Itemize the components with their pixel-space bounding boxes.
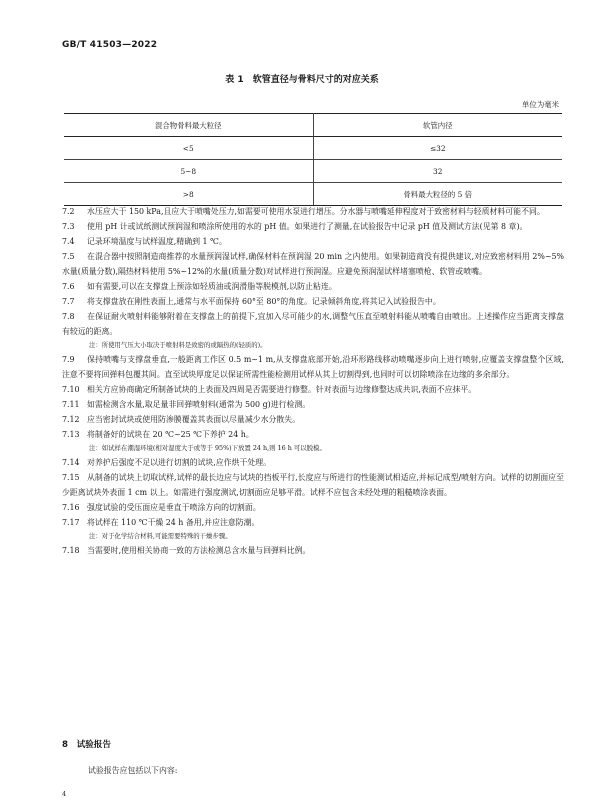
page-number: 4 xyxy=(62,790,67,798)
clause-text: 强度试验的受压面应是垂直于喷涂方向的切割面。 xyxy=(87,503,261,512)
table-row xyxy=(64,160,562,183)
clause-text: 在混合器中按照制造商推荐的水量预润湿试样,确保材料在预润湿 20 min 之内使用。如果制造商没有提供建议,对应致密材料用 2%~5%水量(质量分数),隔热材料使用 5%~12%的水量(质量分数)对试样进行预润湿。应避免预润湿试样堵塞喷枪、软管或喷嘴。 xyxy=(62,252,564,276)
clause-text: 如需检测含水量,取足量非回弹喷射料(通常为 500 g)进行检测。 xyxy=(87,400,311,409)
clause-7-12 xyxy=(62,412,564,427)
note-7-8: 注：所使用气压大小取决于喷射料是致密的或隔热的(轻质的)。 xyxy=(89,341,267,349)
clause-7-9 xyxy=(62,352,564,382)
table-row xyxy=(64,137,562,160)
clause-text: 保持喷嘴与支撑盘垂直,一般距离工作区 0.5 m~1 m,从支撑盘底部开始,沿环形路线移动喷嘴逐步向上进行喷射,应覆盖支撑盘整个区域,注意不要将回弹料包覆其间。直至试块厚度足以保证所需性能检测用试样从其上切割得到,也同时可以切除喷涂在边缘的多余部分。 xyxy=(62,355,564,379)
clause-text: 相关方应协商确定所制备试块的上表面及四周是否需要进行修整。针对表面与边缘修整达成共识,表面不应抹平。 xyxy=(87,385,477,394)
unit-note: 单位为毫米 xyxy=(522,100,559,109)
table-title: 表 1 软管直径与骨料尺寸的对应关系 xyxy=(225,75,379,85)
clause-text: 应当密封试块或使用防渗膜覆盖其表面以尽量减少水分散失。 xyxy=(87,415,301,424)
clause-text: 从制备的试块上切取试样,试样的最长边应与试块的挡板平行,长度应与所进行的性能测试相适应,并标记成型/喷射方向。试样的切割面应至少距离试块外表面 1 cm 以上。如需进行强度测试,切割面应足够平滑。试样不应包含未经处理的粗糙喷涂表面。 xyxy=(62,473,564,497)
note-7-13: 注：如试样在潮湿环境(相对湿度大于或等于 95%)下放置 24 h,则 16 h 可以脱模。 xyxy=(89,444,326,452)
clause-number: 7.5 xyxy=(62,252,75,261)
clause-text: 在保证耐火喷射料能够附着在支撑盘上的前提下,宜加入尽可能少的水,调整气压直至喷射料能从喷嘴自由喷出。上述操作应当距离支撑盘有较远的距离。 xyxy=(62,312,564,336)
clause-number: 7.15 xyxy=(62,473,80,482)
body-text xyxy=(62,204,564,558)
clause-number: 7.13 xyxy=(62,430,80,439)
clause-number: 7.7 xyxy=(62,297,75,306)
clause-number: 7.16 xyxy=(62,503,80,512)
table-cell: 5~8 xyxy=(64,160,313,183)
clause-number: 7.11 xyxy=(62,400,80,409)
dimension-table xyxy=(64,113,562,206)
clause-text: 记录环境温度与试样温度,精确到 1 ℃。 xyxy=(87,237,227,246)
clause-text: 对养护后强度不足以进行切割的试块,应作烘干处理。 xyxy=(87,458,271,467)
table-cell: 32 xyxy=(313,160,562,183)
clause-7-15 xyxy=(62,470,564,500)
clause-7-8 xyxy=(62,309,564,339)
note-7-17: 注：对于化学结合材料,可能需要特殊的干燥步骤。 xyxy=(89,532,232,540)
clause-7-17 xyxy=(62,515,564,530)
section-intro: 试验报告应包括以下内容: xyxy=(88,766,178,775)
clause-number: 7.14 xyxy=(62,458,80,467)
clause-7-7 xyxy=(62,294,564,309)
clause-7-16 xyxy=(62,500,564,515)
table-header-row xyxy=(64,114,562,137)
clause-number: 7.3 xyxy=(62,222,75,231)
clause-text: 当需要时,使用相关协商一致的方法检测总含水量与回弹料比例。 xyxy=(87,546,311,555)
standard-code: GB/T 41503—2022 xyxy=(62,40,158,50)
clause-7-5 xyxy=(62,249,564,279)
column-header: 软管内径 xyxy=(422,120,453,130)
clause-number: 7.17 xyxy=(62,518,80,527)
table-cell: ≤32 xyxy=(313,137,562,160)
clause-7-3 xyxy=(62,219,564,234)
clause-7-10 xyxy=(62,382,564,397)
clause-number: 7.6 xyxy=(62,282,75,291)
section-heading: 8 试验报告 xyxy=(62,740,111,750)
table-cell: 骨料最大粒径的 5 倍 xyxy=(313,183,562,206)
clause-number: 7.10 xyxy=(62,385,80,394)
clause-number: 7.4 xyxy=(62,237,75,246)
clause-7-13 xyxy=(62,427,564,442)
clause-number: 7.12 xyxy=(62,415,80,424)
clause-number: 7.9 xyxy=(62,355,75,364)
clause-number: 7.2 xyxy=(62,207,75,216)
column-header: 混合物骨料最大粒径 xyxy=(64,114,313,137)
clause-7-4 xyxy=(62,234,564,249)
clause-7-18 xyxy=(62,543,564,558)
table-cell: <5 xyxy=(64,137,313,160)
clause-7-14 xyxy=(62,455,564,470)
clause-number: 7.8 xyxy=(62,312,75,321)
clause-7-2 xyxy=(62,204,564,219)
clause-7-11 xyxy=(62,397,564,412)
table-cell: >8 xyxy=(64,183,313,206)
clause-7-6 xyxy=(62,279,564,294)
clause-text: 将支撑盘放在刚性表面上,通常与水平面保持 60°至 80°的角度。记录倾斜角度,将其记入试验报告中。 xyxy=(87,297,441,306)
clause-number: 7.18 xyxy=(62,546,80,555)
clause-text: 将制备好的试块在 20 ℃~25 ℃下养护 24 h。 xyxy=(87,430,254,439)
clause-text: 水压应大于 150 kPa,且应大于喷嘴处压力,如需要可使用水泵进行增压。分水器与喷嘴延伸程度对于致密材料与轻质材料可能不同。 xyxy=(87,207,545,216)
clause-text: 使用 pH 计或试纸测试预润湿和喷涂所使用的水的 pH 值。如果进行了测量,在试验报告中记录 pH 值及测试方法(见第 8 章)。 xyxy=(87,222,528,231)
clause-text: 如有需要,可以在支撑盘上预涂如轻质油或润滑脂等脱模剂,以防止粘连。 xyxy=(87,282,337,291)
table-row xyxy=(64,183,562,206)
clause-text: 将试样在 110 ℃干燥 24 h 备用,并应注意防潮。 xyxy=(87,518,260,527)
